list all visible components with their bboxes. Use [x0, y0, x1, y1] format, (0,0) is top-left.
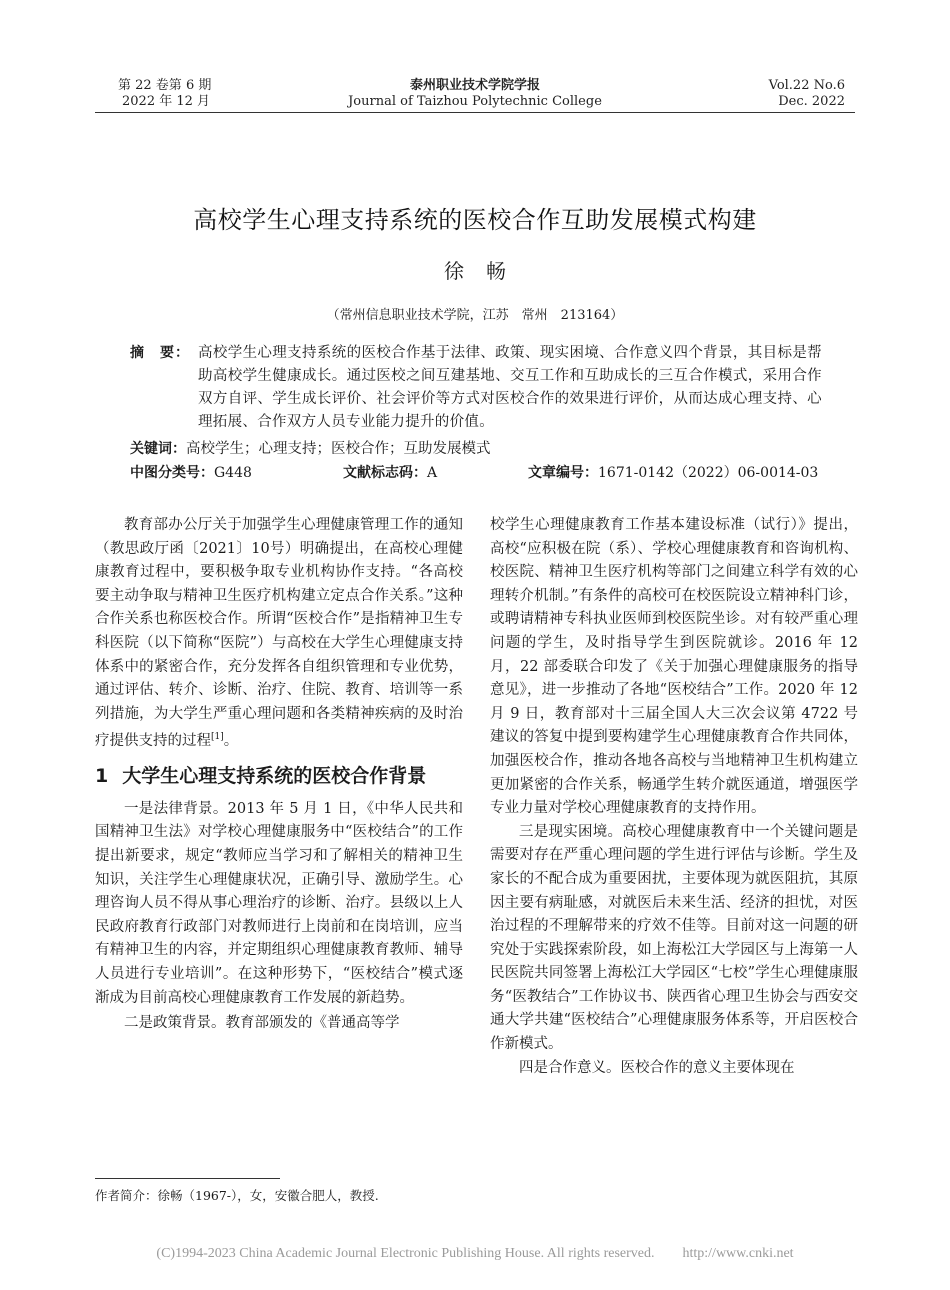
paragraph-meaning: 四是合作意义。医校合作的意义主要体现在: [519, 1059, 795, 1076]
abstract-block: [130, 342, 822, 434]
paragraph-policy-cont: 校学生心理健康教育工作基本建设标准（试行）》提出，高校“应积极在院（系）、学校心理健康教育和咨询机构、校医院、精神卫生医疗机构等部门之间建立科学有效的心理转介机制。”有条件的高校可在校医院设立精神科门诊，或聘请精神专科执业医师到校医院坐诊。对有较严重心理问题的学生，及时指导学生到医院就诊。2016 年 12 月，22 部委联合印发了《关于加强心理健康服务的指导意见》，进一步推动了各地“医校结合”工作。2020 年 12 月 9 日，教育部对十三届全国人大三次会议第 4722 号建议的答复中提到要构建学生心理健康教育合作共同体，加强医校合作，推动各地各高校与当地精神卫生机构建立更加紧密的合作关系，畅通学生转介就医通道，增强医学专业力量对学校心理健康教育的支持作用。: [490, 517, 858, 817]
journal-volume-info: [118, 78, 318, 110]
paragraph-policy-start: 二是政策背景。教育部颁发的《普通高等学: [124, 1015, 400, 1032]
article-id-value: 1671-0142（2022）06-0014-03: [598, 465, 819, 481]
footnote-divider: [95, 1178, 280, 1179]
volume-issue-en: Vol.22 No.6: [768, 78, 845, 93]
keywords-text: 高校学生；心理支持；医校合作；互助发展模式: [186, 441, 491, 457]
article-id-label: 文章编号：: [528, 465, 598, 481]
paragraph-law: 一是法律背景。2013 年 5 月 1 日，《中华人民共和国精神卫生法》对学校心理健康服务中“医校结合”的工作提出新要求，规定“教师应当学习和了解相关的精神卫生知识，关注学生心理健康状况，正确引导、激励学生。心理咨询人员不得从事心理治疗的诊断、治疗。县级以上人民政府教育行政部门对教师进行上岗前和在岗培训，应当有精神卫生的内容，并定期组织心理健康教育教师、辅导人员进行专业培训”。在这种形势下，“医校结合”模式逐渐成为目前高校心理健康教育工作发展的新趋势。: [95, 800, 463, 1006]
section-number: 1: [95, 764, 109, 787]
volume-issue: 第 22 卷第 6 期: [118, 78, 212, 93]
journal-name-cn: 泰州职业技术学院学报: [409, 78, 540, 93]
keywords-label: 关键词：: [130, 441, 186, 457]
body-column-left: [95, 514, 463, 1036]
article-title: 高校学生心理支持系统的医校合作互助发展模式构建: [193, 206, 757, 234]
article-author: 徐畅: [444, 259, 528, 283]
publication-date: 2022 年 12 月: [122, 94, 211, 109]
section-title: 大学生心理支持系统的医校合作背景: [122, 764, 427, 787]
journal-volume-en: [645, 78, 845, 110]
journal-name: [300, 78, 650, 110]
header-divider: [95, 112, 855, 113]
section-heading: [95, 762, 463, 790]
intro-paragraph: 教育部办公厅关于加强学生心理健康管理工作的通知（教思政厅函〔2021〕10号）明确提出，在高校心理健康教育过程中，要积极争取专业机构协作支持。“各高校要主动争取与精神卫生医疗机构建立定点合作关系。”这种合作关系也称医校合作。所谓“医校合作”是指精神卫生专科医院（以下简称“医院”）与高校在大学生心理健康支持体系中的紧密合作，充分发挥各自组织管理和专业优势，通过评估、转介、诊断、治疗、住院、教育、培训等一系列措施，为大学生严重心理问题和各类精神疾病的及时治疗提供支持的过程[1]。: [95, 517, 463, 750]
abstract-text: 高校学生心理支持系统的医校合作基于法律、政策、现实困境、合作意义四个背景，其目标是帮助高校学生健康成长。通过医校之间互建基地、交互工作和互助成长的三互合作模式，采用合作双方自评、学生成长评价、社会评价等方式对医校合作的效果进行评价，从而达成心理支持、心理拓展、合作双方人员专业能力提升的价值。: [198, 345, 822, 430]
publication-date-en: Dec. 2022: [778, 94, 845, 109]
author-affiliation: （常州信息职业技术学院，江苏 常州 213164）: [326, 308, 624, 323]
citation-ref[interactable]: [1]: [211, 732, 224, 743]
keywords-block: [130, 438, 822, 461]
journal-name-en: Journal of Taizhou Polytechnic College: [348, 94, 602, 109]
clc-label: 中图分类号：: [130, 465, 214, 481]
paragraph-reality: 三是现实困境。高校心理健康教育中一个关键问题是需要对存在严重心理问题的学生进行评估与诊断。学生及家长的不配合成为重要困扰，主要体现为就医阻抗，其原因主要有病耻感，对就医后未来生活、经济的担忧，对医治过程的不理解带来的疗效不佳等。目前对这一问题的研究处于实践探索阶段，如上海松江大学园区与上海第一人民医院共同签署上海松江大学园区“七校”学生心理健康服务“医教结合”工作协议书、陕西省心理卫生协会与西安交通大学共建“医校结合”心理健康服务体系等，开启医校合作新模式。: [490, 823, 858, 1053]
doc-code-value: A: [427, 465, 438, 481]
author-footnote: 作者简介：徐畅（1967-），女，安徽合肥人，教授.: [95, 1188, 379, 1203]
copyright-notice: (C)1994-2023 China Academic Journal Electronic Publishing House. All rights reserved. http://www.cnki.net: [156, 1246, 794, 1261]
abstract-label: 摘 要：: [130, 345, 190, 361]
clc-value: G448: [214, 465, 252, 481]
doc-code-label: 文献标志码：: [343, 465, 427, 481]
body-column-right: [490, 514, 858, 1080]
